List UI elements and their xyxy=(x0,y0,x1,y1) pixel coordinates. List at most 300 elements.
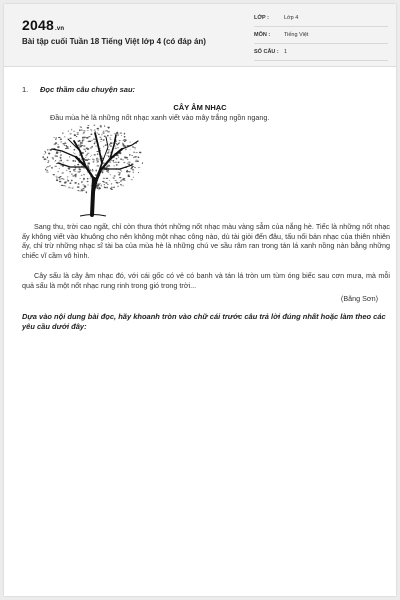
leaf-mark xyxy=(138,172,139,173)
leaf-mark xyxy=(122,159,124,160)
leaf-mark xyxy=(94,143,96,145)
leaf-mark xyxy=(88,163,90,164)
meta-row-subject xyxy=(254,29,388,44)
leaf-mark xyxy=(107,165,109,166)
leaf-mark xyxy=(45,152,46,154)
leaf-mark xyxy=(56,137,57,139)
leaf-mark xyxy=(87,153,89,154)
leaf-mark xyxy=(82,184,84,185)
leaf-mark xyxy=(74,169,76,170)
leaf-mark xyxy=(108,152,110,153)
leaf-mark xyxy=(135,161,137,162)
leaf-mark xyxy=(116,132,118,134)
leaf-mark xyxy=(82,140,84,142)
leaf-mark xyxy=(98,189,99,190)
leaf-mark xyxy=(127,163,129,164)
leaf-mark xyxy=(101,134,102,136)
leaf-mark xyxy=(124,136,126,138)
leaf-mark xyxy=(74,171,77,172)
leaf-mark xyxy=(59,168,60,169)
leaf-mark xyxy=(129,154,130,156)
leaf-mark xyxy=(74,165,75,166)
leaf-mark xyxy=(60,139,62,140)
leaf-mark xyxy=(98,130,99,131)
leaf-mark xyxy=(97,132,98,133)
leaf-mark xyxy=(117,134,119,136)
leaf-mark xyxy=(110,135,113,136)
leaf-mark xyxy=(107,172,109,173)
leaf-mark xyxy=(129,164,130,166)
leaf-mark xyxy=(61,185,63,186)
leaf-mark xyxy=(45,169,46,171)
leaf-mark xyxy=(109,180,110,181)
leaf-mark xyxy=(80,127,82,128)
leaf-mark xyxy=(124,156,126,157)
leaf-mark xyxy=(120,169,121,171)
leaf-mark xyxy=(59,160,60,162)
leaf-mark xyxy=(86,137,88,138)
leaf-mark xyxy=(139,152,142,154)
leaf-mark xyxy=(72,187,73,188)
leaf-mark xyxy=(78,184,80,185)
leaf-mark xyxy=(70,138,72,139)
leaf-mark xyxy=(67,180,69,182)
leaf-mark xyxy=(90,147,92,149)
leaf-mark xyxy=(62,132,63,134)
leaf-mark xyxy=(89,178,90,179)
leaf-mark xyxy=(118,156,119,158)
leaf-mark xyxy=(74,182,77,184)
leaf-mark xyxy=(131,167,133,169)
leaf-mark xyxy=(78,145,80,146)
leaf-mark xyxy=(77,133,79,134)
leaf-mark xyxy=(109,144,110,146)
leaf-mark xyxy=(103,178,105,179)
leaf-mark xyxy=(59,176,61,177)
leaf-mark xyxy=(71,129,72,131)
leaf-mark xyxy=(110,174,111,175)
leaf-mark xyxy=(115,180,117,181)
leaf-mark xyxy=(104,125,105,126)
leaf-mark xyxy=(134,147,136,148)
leaf-mark xyxy=(119,182,120,183)
leaf-mark xyxy=(74,149,76,151)
story-paragraph-2: Cây sấu là cây âm nhạc đó, với cái gốc có vẻ có banh và tán lá tròn um tùm óng biếc sau cơn mưa, mà mỗi quả sấu là một nốt nhạc rung rinh trong gió trong trời... xyxy=(22,271,390,290)
leaf-mark xyxy=(81,165,83,166)
leaf-mark xyxy=(112,160,114,162)
leaf-mark xyxy=(43,154,45,155)
leaf-mark xyxy=(87,127,90,129)
leaf-mark xyxy=(65,186,66,187)
leaf-mark xyxy=(81,181,82,183)
leaf-mark xyxy=(61,178,64,179)
leaf-mark xyxy=(96,158,98,159)
leaf-mark xyxy=(78,171,80,173)
leaf-mark xyxy=(88,184,89,185)
leaf-mark xyxy=(85,150,86,152)
leaf-mark xyxy=(93,138,95,139)
leaf-mark xyxy=(48,153,50,155)
leaf-mark xyxy=(104,186,106,187)
leaf-mark xyxy=(104,136,106,137)
leaf-mark xyxy=(130,150,131,151)
leaf-mark xyxy=(117,186,119,187)
leaf-mark xyxy=(97,187,99,189)
leaf-mark xyxy=(44,159,46,160)
leaf-mark xyxy=(55,142,57,144)
leaf-mark xyxy=(128,174,130,176)
leaf-mark xyxy=(46,167,47,169)
leaf-mark xyxy=(95,170,96,172)
leaf-mark xyxy=(83,178,85,180)
leaf-mark xyxy=(106,187,107,189)
leaf-mark xyxy=(47,149,48,150)
leaf-mark xyxy=(130,141,131,142)
leaf-mark xyxy=(83,132,84,134)
leaf-mark xyxy=(69,156,70,158)
leaf-mark xyxy=(81,175,83,176)
leaf-mark xyxy=(138,167,141,168)
leaf-mark xyxy=(74,134,75,135)
meta-row-class xyxy=(254,12,388,27)
leaf-mark xyxy=(58,177,60,178)
leaf-mark xyxy=(103,139,105,140)
leaf-mark xyxy=(84,186,87,188)
leaf-mark xyxy=(49,165,51,167)
leaf-mark xyxy=(134,156,136,157)
leaf-mark xyxy=(99,136,101,138)
leaf-mark xyxy=(96,151,98,152)
leaf-mark xyxy=(60,157,62,159)
leaf-mark xyxy=(96,159,98,161)
leaf-mark xyxy=(121,135,122,136)
leaf-mark xyxy=(88,136,90,137)
leaf-mark xyxy=(116,164,118,165)
leaf-mark xyxy=(110,145,112,146)
leaf-mark xyxy=(48,160,50,161)
leaf-mark xyxy=(110,188,112,189)
leaf-mark xyxy=(116,158,118,159)
leaf-mark xyxy=(68,131,69,132)
leaf-mark xyxy=(75,160,76,162)
leaf-mark xyxy=(105,182,107,183)
leaf-mark xyxy=(74,174,77,176)
leaf-mark xyxy=(108,155,110,157)
leaf-mark xyxy=(107,135,108,137)
leaf-mark xyxy=(83,137,85,138)
leaf-mark xyxy=(58,137,61,138)
leaf-mark xyxy=(124,133,125,135)
leaf-mark xyxy=(103,182,105,183)
leaf-mark xyxy=(89,159,91,160)
leaf-mark xyxy=(106,166,108,168)
leaf-mark xyxy=(125,149,127,151)
leaf-mark xyxy=(87,178,88,180)
leaf-mark xyxy=(98,158,99,159)
leaf-mark xyxy=(133,177,134,178)
leaf-mark xyxy=(117,147,119,148)
leaf-mark xyxy=(66,160,68,162)
meta-value-class: Lớp 4 xyxy=(284,15,299,21)
leaf-mark xyxy=(121,184,122,186)
leaf-mark xyxy=(70,146,71,147)
leaf-mark xyxy=(69,133,71,134)
leaf-mark xyxy=(103,131,105,133)
leaf-mark xyxy=(59,181,62,182)
leaf-mark xyxy=(83,130,85,132)
leaf-mark xyxy=(71,180,73,182)
leaf-mark xyxy=(57,144,59,145)
leaf-mark xyxy=(90,129,91,130)
leaf-mark xyxy=(67,179,68,180)
leaf-mark xyxy=(100,126,101,128)
leaf-mark xyxy=(106,155,108,156)
leaf-mark xyxy=(69,183,71,184)
leaf-mark xyxy=(83,168,85,169)
question-prompt: Đọc thầm câu chuyện sau: xyxy=(40,85,136,94)
leaf-mark xyxy=(133,152,135,153)
leaf-mark xyxy=(123,178,126,180)
leaf-mark xyxy=(131,155,132,156)
leaf-mark xyxy=(80,178,81,179)
leaf-mark xyxy=(111,187,113,188)
leaf-mark xyxy=(85,157,87,158)
logo-main: 2048 xyxy=(22,17,54,33)
leaf-mark xyxy=(55,139,56,140)
leaf-mark xyxy=(105,144,106,145)
leaf-mark xyxy=(110,139,112,140)
document-meta xyxy=(254,12,388,63)
leaf-mark xyxy=(93,124,95,126)
leaf-mark xyxy=(113,178,114,179)
leaf-mark xyxy=(142,162,143,164)
leaf-mark xyxy=(76,132,79,133)
leaf-mark xyxy=(80,142,81,143)
leaf-mark xyxy=(83,145,85,146)
leaf-mark xyxy=(120,132,122,134)
leaf-mark xyxy=(92,158,94,160)
site-logo[interactable] xyxy=(22,17,64,33)
document-page xyxy=(4,4,396,596)
leaf-mark xyxy=(98,187,100,189)
leaf-mark xyxy=(106,171,108,172)
leaf-mark xyxy=(111,183,113,185)
leaf-mark xyxy=(64,144,65,145)
leaf-mark xyxy=(78,186,79,187)
leaf-mark xyxy=(82,133,83,134)
leaf-mark xyxy=(118,161,120,163)
leaf-mark xyxy=(77,164,79,166)
leaf-mark xyxy=(69,171,71,172)
leaf-mark xyxy=(107,184,108,185)
leaf-mark xyxy=(113,162,116,163)
leaf-mark xyxy=(116,143,117,144)
meta-row-count xyxy=(254,46,388,61)
leaf-mark xyxy=(81,129,83,131)
story-paragraph-1: Sang thu, trời cao ngất, chỉ còn thưa thớt những nốt nhạc màu vàng sẫm của nắng hè. Tiếc là những nốt nhạc ấy không viết vào khuông cho nên không một nhạc công nào, dù tài giỏi đến đâu, tấu nổi bản nhạc của thiên nhiên ấy, chỉ trừ những nhạc sĩ tài ba của mùa hè là những chú ve sầu râm ran trong tán lá xanh nồng nàn bằng những chiếc vĩ cầm vô hình. xyxy=(22,222,390,260)
leaf-mark xyxy=(42,156,44,158)
leaf-mark xyxy=(83,190,85,191)
leaf-mark xyxy=(96,166,99,167)
leaf-mark xyxy=(64,182,67,184)
leaf-mark xyxy=(87,125,89,126)
leaf-mark xyxy=(94,154,96,155)
leaf-mark xyxy=(106,178,109,179)
leaf-mark xyxy=(66,146,69,148)
leaf-mark xyxy=(71,174,73,175)
leaf-mark xyxy=(137,161,139,162)
leaf-mark xyxy=(79,129,80,131)
leaf-mark xyxy=(102,181,104,182)
leaf-mark xyxy=(100,139,102,141)
leaf-mark xyxy=(47,156,48,158)
leaf-mark xyxy=(102,132,104,134)
leaf-mark xyxy=(73,131,75,132)
leaf-mark xyxy=(98,134,100,135)
leaf-mark xyxy=(132,169,134,170)
leaf-mark xyxy=(54,161,55,162)
leaf-mark xyxy=(51,157,53,159)
leaf-mark xyxy=(46,170,47,171)
leaf-mark xyxy=(131,179,133,180)
leaf-mark xyxy=(87,181,89,182)
leaf-mark xyxy=(86,191,87,193)
leaf-mark xyxy=(91,170,93,171)
leaf-mark xyxy=(55,160,56,161)
leaf-mark xyxy=(53,137,55,138)
leaf-mark xyxy=(76,136,77,137)
leaf-mark xyxy=(101,185,103,187)
leaf-mark xyxy=(43,158,44,159)
leaf-mark xyxy=(83,174,85,175)
story-author: (Băng Sơn) xyxy=(340,294,378,303)
leaf-mark xyxy=(138,157,140,159)
leaf-mark xyxy=(82,188,84,189)
leaf-mark xyxy=(61,173,64,174)
leaf-mark xyxy=(55,176,57,177)
question-instruction: Dựa vào nội dung bài đọc, hãy khoanh tròn vào chữ cái trước câu trả lời đúng nhất hoặc làm theo các yêu cầu dưới đây: xyxy=(22,312,386,331)
leaf-mark xyxy=(109,137,110,139)
leaf-mark xyxy=(51,167,53,169)
meta-key-count: SỐ CÂU : xyxy=(254,49,279,55)
leaf-mark xyxy=(118,174,120,175)
logo-suffix: .vn xyxy=(54,26,65,32)
leaf-mark xyxy=(60,160,62,162)
leaf-mark xyxy=(126,170,128,171)
document-header xyxy=(4,4,396,67)
leaf-mark xyxy=(118,172,119,173)
leaf-mark xyxy=(60,154,61,156)
leaf-mark xyxy=(97,183,100,184)
leaf-mark xyxy=(103,146,104,148)
leaf-mark xyxy=(64,136,65,138)
leaf-mark xyxy=(64,142,66,143)
leaf-mark xyxy=(119,140,121,141)
leaf-mark xyxy=(135,152,138,153)
leaf-mark xyxy=(97,153,99,154)
leaf-mark xyxy=(56,177,57,178)
leaf-mark xyxy=(134,167,136,168)
story-first-line: Đầu mùa hè là những nốt nhạc xanh viết vào mây trắng ngồn ngang. xyxy=(50,113,270,122)
leaf-mark xyxy=(78,168,80,169)
leaf-mark xyxy=(83,148,86,150)
leaf-mark xyxy=(67,176,68,177)
leaf-mark xyxy=(95,145,96,147)
leaf-mark xyxy=(91,155,92,156)
leaf-mark xyxy=(55,156,57,158)
leaf-mark xyxy=(107,127,110,128)
leaf-mark xyxy=(120,181,122,182)
leaf-mark xyxy=(123,162,125,163)
leaf-mark xyxy=(97,128,99,130)
story-title: CÂY ÂM NHẠC xyxy=(173,103,227,112)
leaf-mark xyxy=(61,141,62,142)
leaf-mark xyxy=(114,165,115,166)
meta-key-subject: MÔN : xyxy=(254,32,271,38)
leaf-mark xyxy=(119,142,120,143)
leaf-mark xyxy=(90,156,91,157)
leaf-mark xyxy=(95,131,96,132)
meta-value-subject: Tiếng Việt xyxy=(284,32,309,38)
leaf-mark xyxy=(87,148,90,150)
leaf-mark xyxy=(113,187,115,189)
leaf-mark xyxy=(60,151,61,153)
leaf-mark xyxy=(115,146,116,147)
leaf-mark xyxy=(122,145,125,146)
leaf-mark xyxy=(134,148,136,149)
leaf-mark xyxy=(65,145,67,146)
question-number: 1. xyxy=(22,85,29,94)
leaf-mark xyxy=(87,160,88,161)
tree-illustration xyxy=(40,123,146,219)
leaf-mark xyxy=(100,141,101,142)
leaf-mark xyxy=(90,134,92,136)
leaf-mark xyxy=(70,187,71,188)
leaf-mark xyxy=(72,188,73,189)
leaf-mark xyxy=(68,187,70,189)
leaf-mark xyxy=(132,146,134,147)
leaf-mark xyxy=(121,171,122,172)
leaf-mark xyxy=(125,139,127,141)
leaf-mark xyxy=(72,160,74,162)
leaf-mark xyxy=(94,129,96,131)
leaf-mark xyxy=(87,130,89,131)
leaf-mark xyxy=(57,171,58,172)
question-1 xyxy=(22,85,135,94)
leaf-mark xyxy=(128,171,131,172)
leaf-mark xyxy=(120,180,122,182)
leaf-mark xyxy=(123,185,124,187)
leaf-mark xyxy=(104,184,105,185)
leaf-mark xyxy=(44,151,45,152)
meta-value-count: 1 xyxy=(284,49,288,55)
leaf-mark xyxy=(119,177,121,178)
leaf-mark xyxy=(127,159,129,161)
leaf-mark xyxy=(88,141,91,142)
leaf-mark xyxy=(80,144,81,146)
leaf-mark xyxy=(81,190,83,192)
leaf-mark xyxy=(62,162,64,163)
leaf-mark xyxy=(120,158,122,160)
leaf-mark xyxy=(133,171,134,173)
leaf-mark xyxy=(87,154,88,156)
meta-key-class: LỚP : xyxy=(254,15,269,21)
leaf-mark xyxy=(114,175,116,177)
leaf-mark xyxy=(56,151,59,153)
leaf-mark xyxy=(87,166,89,167)
leaf-mark xyxy=(107,149,110,150)
leaf-mark xyxy=(72,175,74,177)
